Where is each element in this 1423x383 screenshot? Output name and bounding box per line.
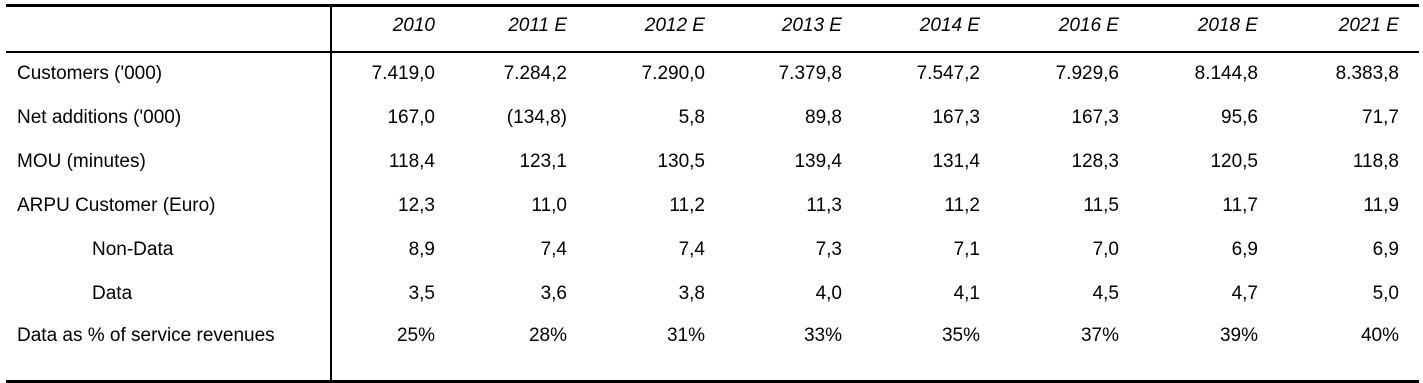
table-cell: 4,1	[953, 282, 980, 304]
column-header: 2012 E	[587, 6, 725, 52]
table-cell: 5,8	[678, 106, 705, 128]
row-label: Non-Data	[6, 228, 331, 272]
table-cell: 8.383,8	[1335, 63, 1399, 84]
table-cell: 28%	[455, 316, 587, 382]
table-row	[6, 140, 1419, 184]
table-cell: 7,4	[678, 238, 705, 260]
table-cell: 11,0	[531, 194, 567, 216]
table-cell: 4,5	[1092, 282, 1119, 304]
table-cell: 40%	[1278, 316, 1419, 382]
table-row	[6, 272, 1419, 316]
table-cell: 7,1	[953, 238, 980, 260]
table-cell: 7.284,2	[503, 63, 567, 84]
table-cell: 3,6	[540, 282, 567, 304]
row-label: Net additions ('000)	[6, 96, 331, 140]
table-cell: 7.419,0	[371, 63, 435, 84]
table-cell: 39%	[1139, 316, 1278, 382]
table-cell: 167,3	[932, 106, 980, 128]
table-cell: 120,5	[1210, 150, 1258, 172]
table-cell: 7,0	[1092, 238, 1119, 260]
table-cell: 37%	[1000, 316, 1139, 382]
table-cell: 4,7	[1231, 282, 1258, 304]
row-label: ARPU Customer (Euro)	[6, 184, 331, 228]
table-cell: 11,3	[806, 194, 842, 216]
table-cell: 31%	[587, 316, 725, 382]
header-row	[6, 6, 1419, 52]
column-header: 2021 E	[1278, 6, 1419, 52]
table-cell: 35%	[862, 316, 1000, 382]
table-cell: 118,4	[388, 150, 435, 172]
table-cell: 12,3	[398, 194, 435, 216]
table-cell: 3,5	[408, 282, 435, 304]
table-cell: 8,9	[408, 238, 435, 260]
header-label-cell	[6, 6, 331, 52]
column-header: 2016 E	[1000, 6, 1139, 52]
table-cell: 25%	[331, 316, 455, 382]
table-cell: 7.290,0	[641, 63, 705, 84]
column-header: 2018 E	[1139, 6, 1278, 52]
table-cell: (134,8)	[506, 106, 567, 128]
table-cell: 7.547,2	[916, 63, 980, 84]
table-cell: 7,4	[540, 238, 567, 260]
table-row	[6, 184, 1419, 228]
table-cell: 123,1	[519, 150, 567, 172]
table-cell: 6,9	[1231, 238, 1258, 260]
table-cell: 7.929,6	[1055, 63, 1119, 84]
table-row	[6, 96, 1419, 140]
table-row	[6, 228, 1419, 272]
row-label: MOU (minutes)	[6, 140, 331, 184]
table-cell: 4,0	[815, 282, 842, 304]
table-cell: 167,3	[1071, 106, 1119, 128]
table-cell: 7.379,8	[778, 63, 842, 84]
table-cell: 11,2	[944, 194, 980, 216]
table-cell: 11,7	[1222, 194, 1258, 216]
table-cell: 3,8	[678, 282, 705, 304]
table-cell: 11,2	[669, 194, 705, 216]
column-header: 2011 E	[455, 6, 587, 52]
column-header: 2014 E	[862, 6, 1000, 52]
table-cell: 33%	[725, 316, 862, 382]
table-cell: 167,0	[387, 106, 435, 128]
table-cell: 131,4	[932, 150, 980, 172]
table-cell: 130,5	[657, 150, 705, 172]
table-cell: 7,3	[815, 238, 842, 260]
row-label: Customers ('000)	[6, 52, 331, 96]
table-row	[6, 316, 1419, 382]
column-header: 2010	[331, 6, 455, 52]
column-header: 2013 E	[725, 6, 862, 52]
table-cell: 5,0	[1372, 282, 1399, 304]
table-cell: 118,8	[1352, 150, 1399, 172]
table-cell: 6,9	[1372, 238, 1399, 260]
kpi-table	[6, 4, 1419, 383]
row-label: Data as % of service revenues	[6, 316, 331, 382]
table-cell: 11,9	[1363, 194, 1399, 216]
table-cell: 89,8	[805, 106, 842, 128]
table-cell: 128,3	[1071, 150, 1119, 172]
table-cell: 11,5	[1083, 194, 1119, 216]
table-cell: 71,7	[1362, 106, 1399, 128]
table-cell: 8.144,8	[1194, 63, 1258, 84]
row-label: Data	[6, 272, 331, 316]
table-cell: 139,4	[794, 150, 842, 172]
table-row	[6, 52, 1419, 96]
table-cell: 95,6	[1221, 106, 1258, 128]
